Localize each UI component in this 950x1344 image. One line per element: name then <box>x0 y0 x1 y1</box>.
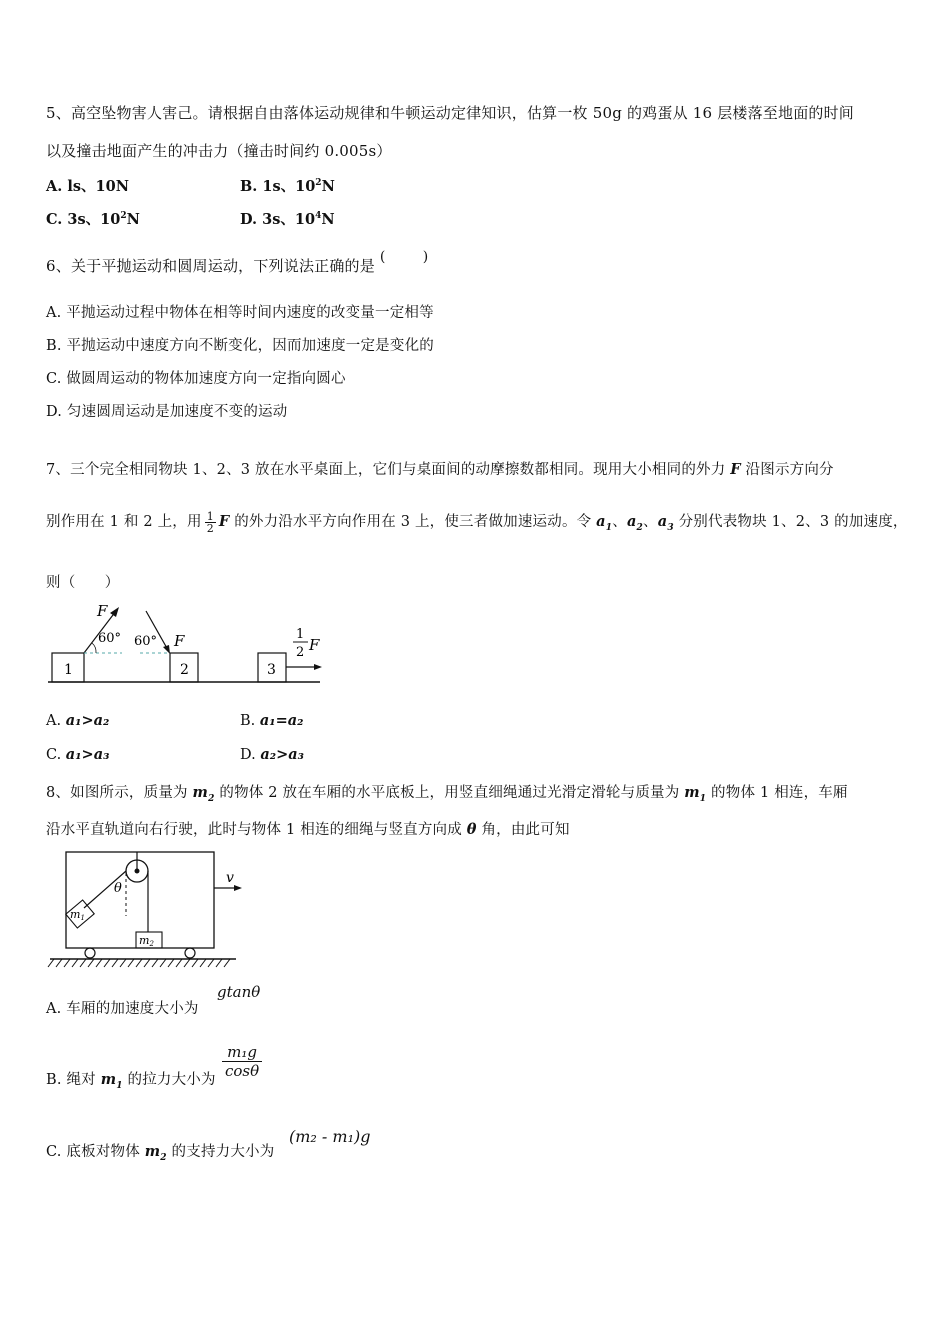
q6-option-b: B. 平抛运动中速度方向不断变化，因而加速度一定是变化的 <box>46 338 434 354</box>
q5-option-b-base: B. 1s、10 <box>240 178 316 195</box>
q8-velocity-arrow-head <box>234 885 242 891</box>
q7-half-label-denominator: 2 <box>296 645 305 660</box>
q5-option-b-exponent: 2 <box>315 178 322 189</box>
q5-option-b-unit: N <box>321 178 335 195</box>
q7-block-3-label: 3 <box>267 662 276 678</box>
q8-wheel-right <box>185 948 195 958</box>
q8-m2-symbol: m <box>192 784 209 801</box>
q7-accel-a3 <box>657 513 674 533</box>
q8-option-b-pre: B. 绳对 <box>46 1072 101 1088</box>
q7-force-arrow-1-head <box>110 607 119 617</box>
q5-option-c <box>46 208 140 229</box>
q8-theta-symbol: θ <box>466 821 477 838</box>
q7-a1-symbol: a <box>596 513 606 530</box>
q7-option-d <box>240 746 304 763</box>
q8-stem-line1-mid: 的物体 2 放在车厢的水平底板上，用竖直细绳通过光滑定滑轮与质量为 <box>214 785 685 801</box>
q8-block-m1-sub: 1 <box>80 914 85 922</box>
q7-option-a-letter: A. <box>46 713 66 729</box>
q6-option-a: A. 平抛运动过程中物体在相等时间内速度的改变量一定相等 <box>46 305 434 321</box>
q8-m1-symbol: m <box>684 784 700 801</box>
q5-stem-line2: 以及撞击地面产生的冲击力（撞击时间约 0.005s） <box>46 142 392 160</box>
q6-answer-blank: ( ) <box>379 249 429 265</box>
q7-force-arrow-3-head <box>314 664 322 670</box>
q7-angle-label-1: 60° <box>98 631 122 646</box>
q7-a1-sub: 1 <box>605 522 613 533</box>
q7-option-b-letter: B. <box>240 713 260 729</box>
q7-option-a-expr: a₁>a₂ <box>65 712 110 729</box>
q7-half-label-numerator: 1 <box>296 627 305 642</box>
q7-option-d-letter: D. <box>240 747 261 763</box>
q6-stem-text: 6、关于平抛运动和圆周运动，下列说法正确的是 <box>46 257 375 275</box>
q7-sep1: 、 <box>612 514 627 530</box>
q6-stem <box>46 249 429 276</box>
q7-a3-sub: 3 <box>667 522 674 533</box>
q8-option-b-m-symbol: m <box>100 1071 117 1088</box>
q8-option-a: A. 车厢的加速度大小为 <box>46 1001 199 1017</box>
q7-half-label-force: F <box>309 636 320 654</box>
q8-stem-line2-pre: 沿水平直轨道向右行驶，此时与物体 1 相连的细绳与竖直方向成 <box>46 822 467 838</box>
q7-option-c-letter: C. <box>46 747 66 763</box>
q8-stem-line1-post: 的物体 1 相连，车厢 <box>706 785 848 801</box>
q7-a3-symbol: a <box>657 513 668 530</box>
q8-m2-sub: 2 <box>208 793 215 804</box>
q8-option-c-mass <box>144 1143 167 1163</box>
q8-block-m2-symbol: m <box>139 934 150 947</box>
q6-option-c: C. 做圆周运动的物体加速度方向一定指向圆心 <box>46 371 346 387</box>
q6-option-d: D. 匀速圆周运动是加速度不变的运动 <box>46 404 288 420</box>
q8-option-c-m-sub: 2 <box>160 1152 167 1163</box>
q7-accel-a1 <box>596 513 613 533</box>
q8-option-c-pre: C. 底板对物体 <box>46 1144 145 1160</box>
q7-half-force-symbol: F <box>218 513 230 530</box>
q7-stem-line2-mid: 的外力沿水平方向作用在 3 上，使三者做加速运动。令 <box>229 514 597 530</box>
q8-stem-line1-pre: 8、如图所示，质量为 <box>46 785 193 801</box>
q7-half-numerator: 1 <box>206 509 214 523</box>
q5-option-c-unit: N <box>126 211 140 228</box>
q8-mass-m1 <box>684 784 707 804</box>
q7-stem-line2-post: 分别代表物块 1、2、3 的加速度， <box>673 514 908 530</box>
q8-stem-line2 <box>46 818 570 839</box>
q7-half-denominator: 2 <box>206 521 214 535</box>
q7-accel-a2 <box>626 513 644 533</box>
q7-option-b-expr: a₁=a₂ <box>259 712 304 729</box>
q5-option-d-exponent: 4 <box>315 211 322 222</box>
q8-option-c <box>46 1140 274 1163</box>
q8-m1-sub: 1 <box>699 793 707 804</box>
q8-block-m2-sub: 2 <box>149 940 154 948</box>
q7-a2-sub: 2 <box>636 522 644 533</box>
q8-option-b-numerator: m₁g <box>222 1043 262 1062</box>
q7-force-symbol: F <box>730 461 741 478</box>
q7-option-b <box>240 712 304 729</box>
q7-stem-line2-pre: 别作用在 1 和 2 上，用 <box>46 514 202 530</box>
q7-option-d-expr: a₂>a₃ <box>260 746 304 763</box>
q7-stem-line1-pre: 7、三个完全相同物块 1、2、3 放在水平桌面上，它们与桌面间的动摩擦数都相同。现用大小相同的外力 <box>46 462 731 478</box>
q8-option-b-denominator: cosθ <box>225 1062 260 1080</box>
q7-stem-line2 <box>46 510 908 534</box>
q7-block-2-label: 2 <box>180 662 189 678</box>
q8-option-c-formula: (m₂ - m₁)g <box>289 1127 371 1146</box>
q7-blocks-figure <box>40 598 340 690</box>
q8-velocity-label: v <box>226 870 234 886</box>
q5-option-c-base: C. 3s、10 <box>46 211 121 228</box>
q7-option-c <box>46 746 109 763</box>
q8-block-m2-label <box>139 934 154 948</box>
q5-option-a: A. ls、10N <box>46 178 129 195</box>
q7-option-a <box>46 712 109 729</box>
q7-stem-line1 <box>46 458 834 479</box>
q7-angle-label-2: 60° <box>134 634 158 649</box>
q8-wheel-left <box>85 948 95 958</box>
q7-option-c-expr: a₁>a₃ <box>65 746 110 763</box>
q7-stem-line1-post: 沿图示方向分 <box>740 462 834 478</box>
q7-angle-arc-1 <box>92 643 96 653</box>
q8-stem-line2-post: 角，由此可知 <box>476 822 570 838</box>
q7-half-fraction <box>205 511 216 534</box>
q8-option-c-post: 的支持力大小为 <box>166 1144 275 1160</box>
q8-ground-hatching <box>48 959 230 967</box>
q8-figure-theta: θ <box>114 881 122 896</box>
q8-block-m1-label <box>70 908 85 922</box>
q8-option-b <box>46 1068 216 1091</box>
q7-force-label-1: F <box>97 602 108 620</box>
q5-option-b <box>240 175 335 196</box>
q8-option-a-formula: gtanθ <box>217 983 261 1001</box>
q7-sep2: 、 <box>643 514 658 530</box>
q5-option-d-base: D. 3s、10 <box>240 211 316 228</box>
q7-block-1-label: 1 <box>64 662 73 678</box>
q7-force-label-2: F <box>174 632 185 650</box>
q5-stem-line1: 5、高空坠物害人害己。请根据自由落体运动规律和牛顿运动定律知识，估算一枚 50g 的鸡蛋从 16 层楼落至地面的时间 <box>46 104 854 122</box>
q8-option-b-mass <box>100 1071 123 1091</box>
q8-stem-line1 <box>46 781 848 804</box>
q8-option-b-post: 的拉力大小为 <box>122 1072 216 1088</box>
q8-mass-m2 <box>192 784 215 804</box>
q5-option-c-exponent: 2 <box>120 211 127 222</box>
q5-option-d-unit: N <box>321 211 335 228</box>
q8-block-m1-symbol: m <box>70 908 81 921</box>
q8-option-b-m-sub: 1 <box>116 1080 123 1091</box>
q7-a2-symbol: a <box>626 513 637 530</box>
q8-carriage-figure <box>44 846 254 970</box>
q8-option-c-m-symbol: m <box>144 1143 161 1160</box>
q7-stem-line3: 则（ ） <box>46 575 120 591</box>
q8-option-b-fraction <box>222 1043 262 1080</box>
q5-option-d <box>240 208 335 229</box>
